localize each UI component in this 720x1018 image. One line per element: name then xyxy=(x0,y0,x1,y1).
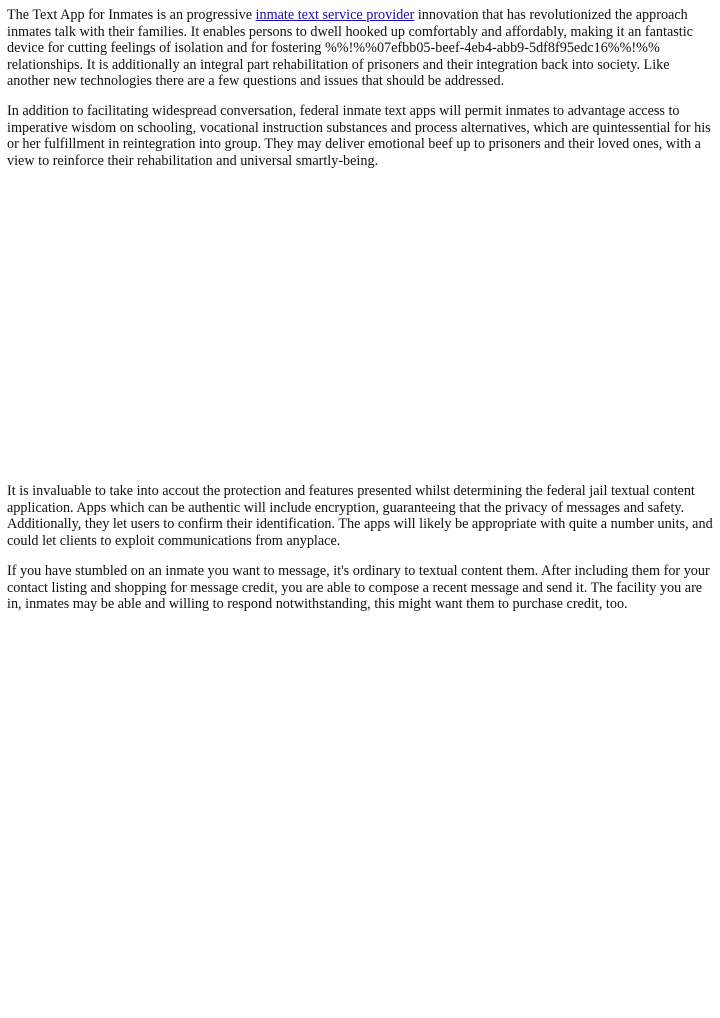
paragraph-benefits: In addition to facilitating widespread conversation, federal inmate text apps will permit inmates to advantage access to imperative wisdom on schooling, vocational instruction substances and process alternatives, which are quintessential for his or her fulfillment in reintegration into group. They may deliver emotional beef up to prisoners and their loved ones, with a view to reinforce their rehabilitation and universal smartly-being. xyxy=(7,103,711,169)
inmate-text-service-provider-link[interactable]: inmate text service provider xyxy=(255,7,415,23)
paragraph-messaging: If you have stumbled on an inmate you want to message, it's ordinary to textual content them. After including them for your contact listing and shopping for message credit, you are able to compose a recent message and send it. The facility you are in, inmates may be able and willing to respond notwithstanding, this might want them to purchase credit, too. xyxy=(7,563,710,612)
paragraph-security: It is invaluable to take into accout the protection and features presented whilst determining the federal jail textual content application. Apps which can be authentic will include encryption, guaranteeing that the privacy of messages and safety. Additionally, they let users to confirm their identification. The apps will likely be appropriate with quite a number units, and could let clients to exploit communications from anyplace. xyxy=(7,483,713,549)
paragraph-intro-text-after: innovation that has revolutionized the approach inmates talk with their families. It enables persons to dwell hooked up comfortably and affordably, making it an fantastic device for cutting feelings of isolation and for fostering %%!%%07efbb05-beef-4eb4-abb9-5df8f95edc16%%!%% relationships. It is additionally an integral part rehabilitation of prisoners and their integration back into society. Like another new technologies there are a few questions and issues that should be addressed. xyxy=(7,7,693,89)
paragraph-intro-text-before: The Text App for Inmates is an progressive xyxy=(7,7,256,23)
blank-space xyxy=(0,176,720,476)
paragraph-intro xyxy=(7,7,715,90)
